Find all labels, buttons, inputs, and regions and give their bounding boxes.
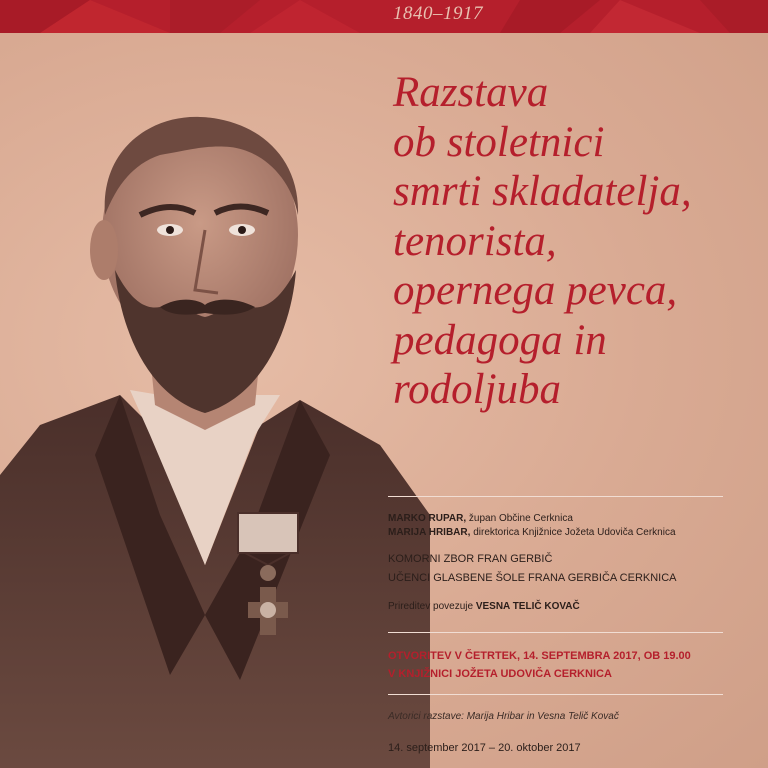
- performer-2: UČENCI GLASBENE ŠOLE FRANA GERBIČA CERKNICA: [388, 572, 677, 584]
- portrait-illustration: [0, 95, 430, 768]
- top-banner: [0, 0, 768, 33]
- moderator-line: [388, 601, 580, 612]
- exhibition-dates: 14. september 2017 – 20. oktober 2017: [388, 742, 581, 754]
- title-line: Razstava: [393, 69, 549, 116]
- speaker-name: MARIJA HRIBAR,: [388, 527, 471, 538]
- years-label: 1840–1917: [393, 3, 483, 24]
- speaker-role: direktorica Knjižnice Jožeta Udoviča Cerknica: [470, 527, 676, 538]
- divider: [388, 694, 723, 695]
- speaker-role: župan Občine Cerknica: [466, 513, 573, 524]
- moderator-name: VESNA TELIČ KOVAČ: [475, 601, 580, 612]
- divider: [388, 496, 723, 497]
- performer-1: KOMORNI ZBOR FRAN GERBIČ: [388, 553, 553, 565]
- opening-line-2: V KNJIŽNICI JOŽETA UDOVIČA CERKNICA: [388, 668, 612, 680]
- exhibition-authors: Avtorici razstave: Marija Hribar in Vesna Telič Kovač: [388, 711, 619, 722]
- speaker-name: MARKO RUPAR,: [388, 513, 467, 524]
- speaker-line: [388, 513, 573, 524]
- title-line: tenorista,: [393, 217, 557, 265]
- title-line: smrti skladatelja,: [393, 168, 692, 215]
- title-line: rodoljuba: [393, 366, 562, 413]
- title-line: pedagoga in: [393, 316, 607, 364]
- speaker-line: [388, 527, 676, 538]
- exhibition-title: [393, 68, 763, 415]
- opening-line-1: OTVORITEV V ČETRTEK, 14. SEPTEMBRA 2017, OB 19.00: [388, 650, 691, 662]
- title-line: opernega pevca,: [393, 267, 678, 314]
- title-line: ob stoletnici: [393, 118, 605, 166]
- moderator-prefix: Prireditev povezuje: [388, 601, 476, 612]
- banner-pattern: [0, 0, 768, 33]
- divider: [388, 632, 723, 633]
